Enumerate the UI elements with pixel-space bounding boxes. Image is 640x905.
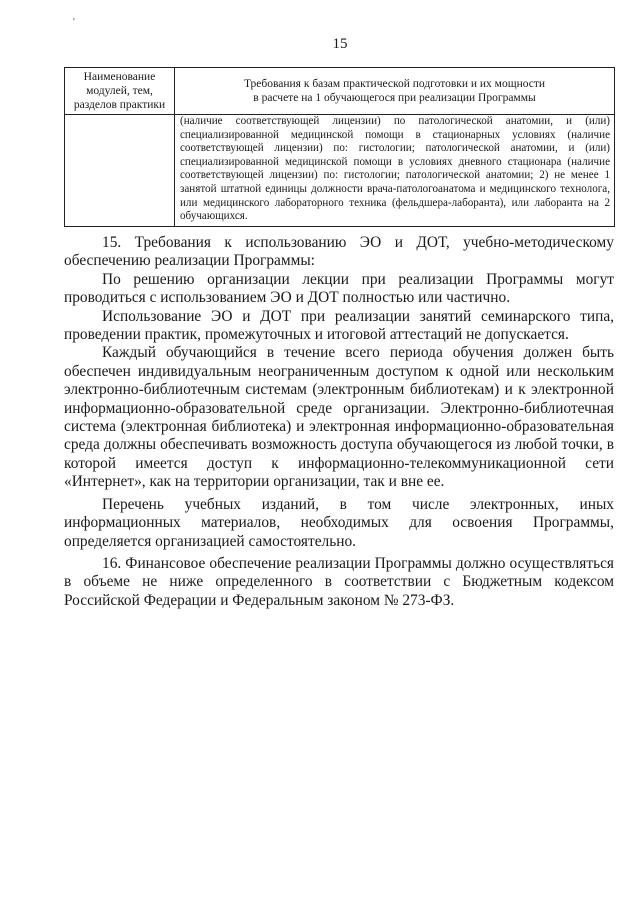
page-number: 15 [332,36,348,52]
table-header-row [65,68,615,115]
row-requirements-cell: (наличие соответствующей лицензии) по патологической анатомии, и (или) специализированной медицинской помощи в стационарных условиях (наличие соответствующей лицензии) по: гистологии; патологической анатомии, и (или) специализированной медицинской помощи в условиях дневного стационара (наличие соответствующей лицензии) по: гистологии; патологической анатомии; 2) не менее 1 занятой штатной единицы должности врача-патологоанатома и медицинского технолога, или медицинского лабораторного техника (фельдшера-лаборанта), или лаборанта на 2 обучающихся. [175,115,615,227]
header-modules: Наименование модулей, тем, разделов практики [65,68,175,115]
header-requirements-line1: Требования к базам практической подготовки и их мощности [243,78,546,90]
paragraph-access: Каждый обучающийся в течение всего периода обучения должен быть обеспечен индивидуальным неограниченным доступом к одной или нескольким электронно-библиотечным системам (электронным библиотекам) и к электронной информационно-образовательной среде организации. Электронно-библиотечная система (электронная библиотека) и электронная информационно-образовательная среда должны обеспечивать возможность доступа обучающегося из любой точки, в которой имеется доступ к информационно-телекоммуникационной сети «Интернет», как на территории организации, так и вне ее. [64,344,614,491]
paragraph-lectures: По решению организации лекции при реализации Программы могут проводиться с использованием ЭО и ДОТ полностью или частично. [64,270,614,307]
paragraph-16-financing: 16. Финансовое обеспечение реализации Программы должно осуществляться в объеме не ниже определенного в соответствии с Бюджетным кодексом Российской Федерации и Федеральным законом № 273-ФЗ. [64,554,614,609]
header-requirements [175,68,615,115]
paragraph-15-heading: 15. Требования к использованию ЭО и ДОТ, учебно-методическому обеспечению реализации Программы: [64,234,614,270]
requirements-table [64,67,615,227]
header-requirements-line2: в расчете на 1 обучающегося при реализации Программы [253,92,536,104]
scan-mark: ' [73,17,75,28]
body-text [64,234,614,610]
paragraph-publications: Перечень учебных изданий, в том числе электронных, иных информационных материалов, необходимых для освоения Программы, определяется организацией самостоятельно. [64,495,614,550]
table-row [65,115,615,227]
paragraph-seminars: Использование ЭО и ДОТ при реализации занятий семинарского типа, проведении практик, промежуточных и итоговой аттестаций не допускается. [64,307,614,344]
row-module-cell [65,115,175,227]
